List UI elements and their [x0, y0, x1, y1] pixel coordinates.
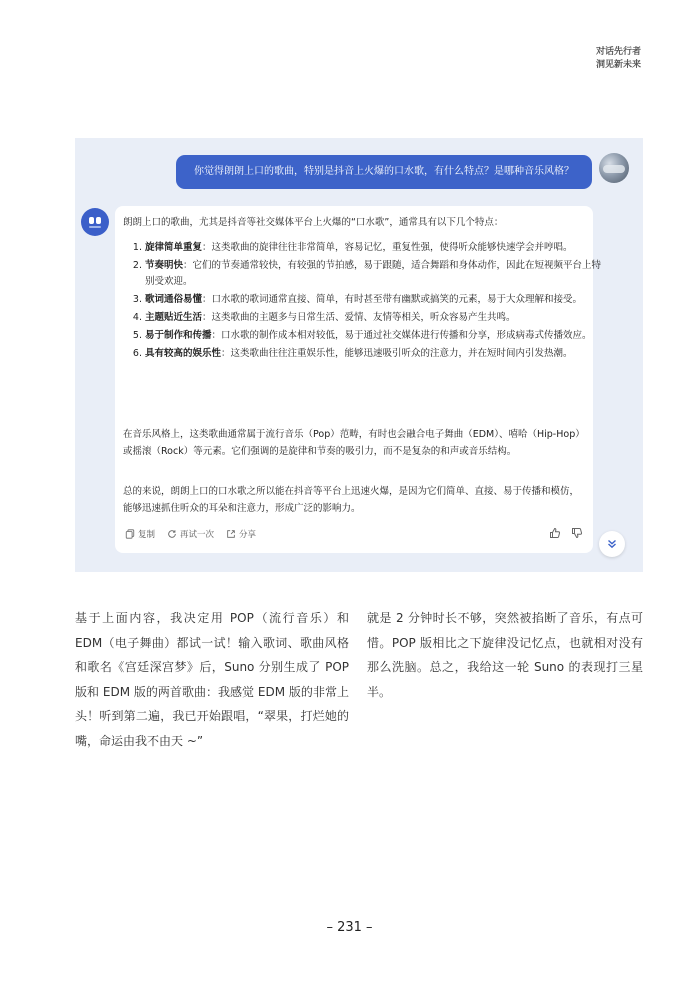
list-item	[145, 328, 605, 344]
list-item-title: 具有较高的娱乐性	[145, 348, 222, 359]
list-item-title: 旋律简单重复	[145, 242, 203, 253]
list-item-text: ：这类歌曲的主题多与日常生活、爱情、友情等相关，听众容易产生共鸣。	[202, 312, 516, 323]
retry-label: 再试一次	[180, 530, 215, 540]
copy-button[interactable]	[125, 528, 155, 540]
bot-intro: 朗朗上口的歌曲，尤其是抖音等社交媒体平台上火爆的“口水歌”，通常具有以下几个特点：	[123, 217, 504, 228]
chat-screenshot	[75, 138, 643, 572]
list-item-title: 易于制作和传播	[145, 330, 212, 341]
feature-list	[123, 240, 605, 364]
bot-response-card	[115, 206, 602, 553]
body-text-left: 基于上面内容，我决定用 POP（流行音乐）和 EDM（电子舞曲）都试一试！输入歌词、歌曲风格和歌名《宫廷深宫梦》后，Suno 分别生成了 POP 版和 EDM 版的两首歌曲：我感觉 EDM 版的非常上头！听到第二遍，我已开始跟唱，“翠果，打烂她的嘴，命运由我不由天 ~”	[75, 611, 349, 748]
user-avatar[interactable]	[599, 153, 629, 183]
body-text-right: 就是 2 分钟时长不够，突然被掐断了音乐，有点可惜。POP 版相比之下旋律没记忆点，也就相对没有那么洗脑。总之，我给这一轮 Suno 的表现打三星半。	[367, 611, 643, 699]
page-number: – 231 –	[326, 920, 373, 935]
copy-icon	[125, 529, 135, 539]
response-actions	[125, 528, 256, 540]
list-item-text: ：口水歌的歌词通常直接、简单，有时甚至带有幽默或搞笑的元素，易于大众理解和接受。	[202, 294, 583, 305]
share-button[interactable]	[226, 528, 256, 540]
list-item-title: 节奏明快	[145, 260, 184, 271]
music-style-paragraph: 在音乐风格上，这类歌曲通常属于流行音乐（Pop）范畴，有时也会融合电子舞曲（EDM）、嘻哈（Hip-Hop）或摇滚（Rock）等元素。它们强调的是旋律和节奏的吸引力，而不是复杂的和声或音乐结构。	[123, 429, 585, 457]
scroll-down-button[interactable]	[599, 531, 625, 557]
header-brand-line2: 洞见新未来	[595, 60, 641, 70]
share-icon	[226, 529, 236, 539]
list-item	[145, 346, 605, 362]
list-item	[145, 292, 605, 308]
header-brand-line1: 对话先行者	[595, 47, 641, 57]
summary-paragraph: 总的来说，朗朗上口的口水歌之所以能在抖音等平台上迅速火爆，是因为它们简单、直接、易于传播和模仿，能够迅速抓住听众的耳朵和注意力，形成广泛的影响力。	[123, 486, 580, 514]
copy-label: 复制	[138, 530, 156, 540]
list-item-text: ：口水歌的制作成本相对较低，易于通过社交媒体进行传播和分享，形成病毒式传播效应。	[211, 330, 592, 341]
share-label: 分享	[239, 530, 257, 540]
header-brand	[596, 46, 641, 72]
user-message-bubble: 你觉得朗朗上口的歌曲，特别是抖音上火爆的口水歌，有什么特点？是哪种音乐风格？	[176, 155, 592, 189]
feedback-buttons	[549, 527, 583, 539]
refresh-icon	[167, 529, 177, 539]
list-item	[145, 240, 605, 256]
list-item-text: ：这类歌曲往往注重娱乐性，能够迅速吸引听众的注意力，并在短时间内引发热潮。	[221, 348, 573, 359]
list-item	[145, 258, 605, 290]
thumbs-down-icon[interactable]	[571, 527, 583, 539]
thumbs-up-icon[interactable]	[549, 527, 561, 539]
list-item-text: ：这类歌曲的旋律往往非常简单，容易记忆，重复性强，使得听众能够快速学会并哼唱。	[202, 242, 573, 253]
list-item	[145, 310, 605, 326]
list-item-title: 歌词通俗易懂	[145, 294, 203, 305]
chevron-double-down-icon	[606, 538, 618, 550]
list-item-title: 主题贴近生活	[145, 312, 203, 323]
bot-avatar-icon	[81, 208, 109, 236]
list-item-text: ：它们的节奏通常较快，有较强的节拍感，易于跟随，适合舞蹈和身体动作，因此在短视频平台上特别受欢迎。	[145, 260, 602, 287]
retry-button[interactable]	[167, 528, 214, 540]
